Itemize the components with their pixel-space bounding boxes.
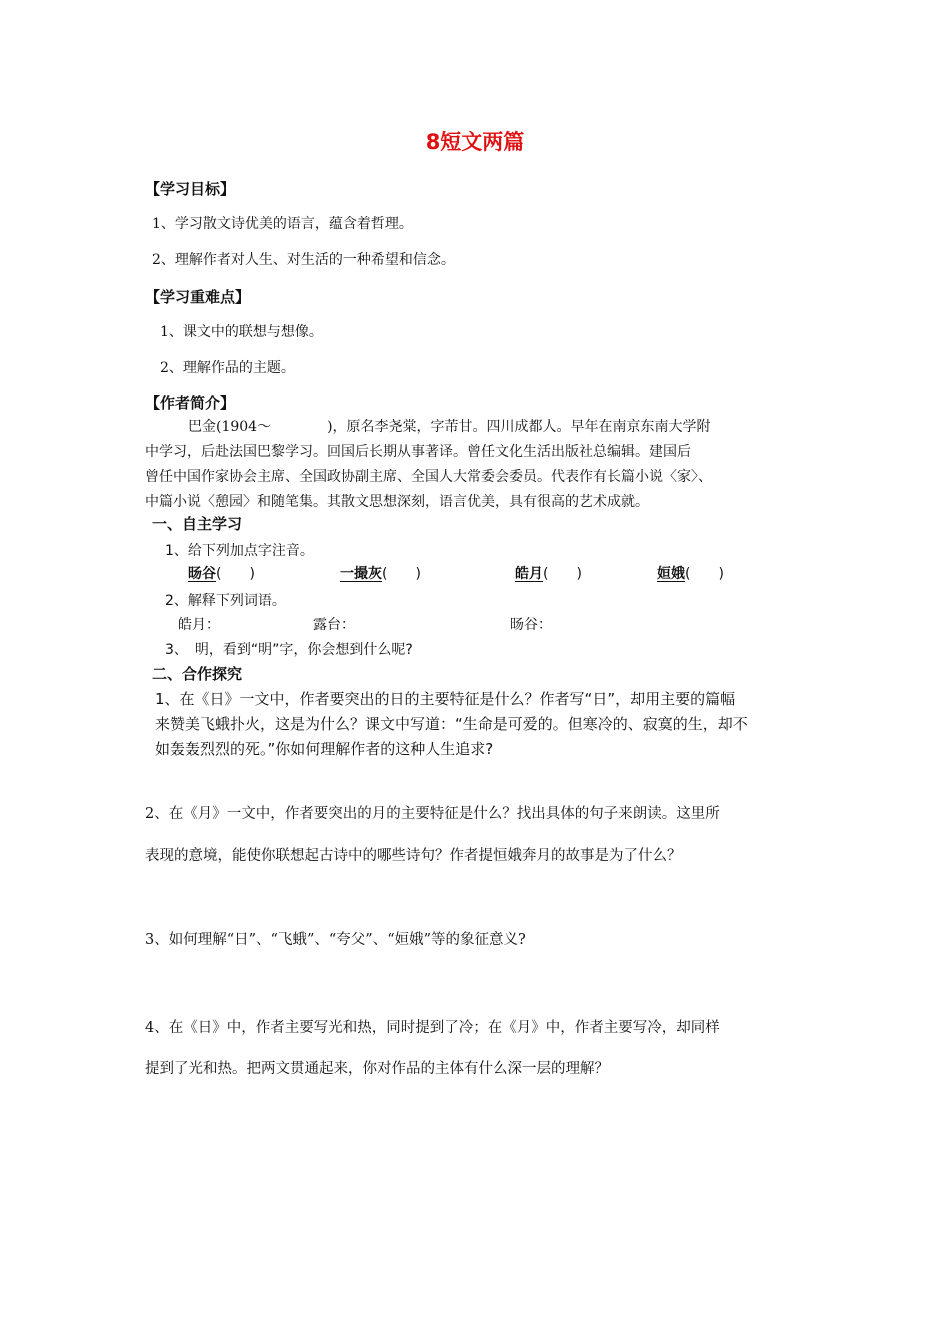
self-study-q3: 3、 明，看到“明”字，你会想到什么呢? xyxy=(165,642,413,658)
self-study-heading: 一、自主学习 xyxy=(152,515,243,533)
coop-q1-line-1: 1、在《日》一文中，作者要突出的日的主要特征是什么？作者写“日”，却用主要的篇幅 xyxy=(155,690,736,708)
coop-q2-line-2: 表现的意境，能使你联想起古诗中的哪些诗句？作者提恒娥奔月的故事是为了什么？ xyxy=(145,848,682,864)
pinyin-item-4 xyxy=(657,563,724,583)
coop-q1-line-3: 如轰轰烈烈的死。”你如何理解作者的这种人生追求? xyxy=(155,740,494,758)
pinyin-blank: ( ) xyxy=(685,566,724,582)
pinyin-word: 姮娥 xyxy=(657,566,685,582)
pinyin-item-3 xyxy=(515,563,582,583)
pinyin-word: 旸谷 xyxy=(188,566,216,582)
pinyin-word: 皓月 xyxy=(515,566,543,582)
term-1: 皓月： xyxy=(178,617,220,633)
goals-heading: 【学习目标】 xyxy=(145,180,236,198)
pinyin-word: 一撮灰 xyxy=(340,566,382,582)
key-points-heading: 【学习重难点】 xyxy=(145,288,251,306)
pinyin-blank: ( ) xyxy=(216,566,255,582)
page-title: 8短文两篇 xyxy=(425,130,525,154)
author-heading: 【作者简介】 xyxy=(145,394,236,412)
key-point-item-1: 1、课文中的联想与想像。 xyxy=(160,324,323,340)
coop-heading: 二、合作探究 xyxy=(152,665,243,683)
key-point-item-2: 2、理解作品的主题。 xyxy=(160,360,295,376)
term-3: 旸谷： xyxy=(510,617,552,633)
author-line-4: 中篇小说〈憩园〉和随笔集。其散文思想深刻，语言优美，具有很高的艺术成就。 xyxy=(145,494,649,510)
coop-q1-line-2: 来赞美飞蛾扑火，这是为什么？课文中写道：“生命是可爱的。但寒冷的、寂寞的生，却不 xyxy=(155,715,748,733)
self-study-q1: 1、给下列加点字注音。 xyxy=(165,543,314,559)
self-study-q2: 2、解释下列词语。 xyxy=(165,593,286,609)
coop-q3: 3、如何理解“日”、“飞蛾”、“夸父”、“姮娥”等的象征意义? xyxy=(145,932,526,948)
goal-item-1: 1、学习散文诗优美的语言，蕴含着哲理。 xyxy=(152,216,413,232)
pinyin-blank: ( ) xyxy=(382,566,421,582)
coop-q4-line-2: 提到了光和热。把两文贯通起来，你对作品的主体有什么深一层的理解？ xyxy=(145,1061,609,1077)
author-line-3: 曾任中国作家协会主席、全国政协副主席、全国人大常委会委员。代表作有长篇小说〈家〉、 xyxy=(145,469,712,485)
pinyin-item-1 xyxy=(188,563,255,583)
pinyin-item-2 xyxy=(340,563,421,583)
author-line-1: 巴金(1904～ )，原名李尧棠，字芾甘。四川成都人。早年在南京东南大学附 xyxy=(188,419,711,435)
coop-q4-line-1: 4、在《日》中，作者主要写光和热，同时提到了冷；在《月》中，作者主要写冷，却同样 xyxy=(145,1020,720,1036)
term-2: 露台： xyxy=(313,617,355,633)
coop-q2-line-1: 2、在《月》一文中，作者要突出的月的主要特征是什么？找出具体的句子来朗读。这里所 xyxy=(145,806,720,822)
goal-item-2: 2、理解作者对人生、对生活的一种希望和信念。 xyxy=(152,252,455,268)
author-line-2: 中学习，后赴法国巴黎学习。回国后长期从事著译。曾任文化生活出版社总编辑。建国后 xyxy=(145,444,691,460)
pinyin-blank: ( ) xyxy=(543,566,582,582)
